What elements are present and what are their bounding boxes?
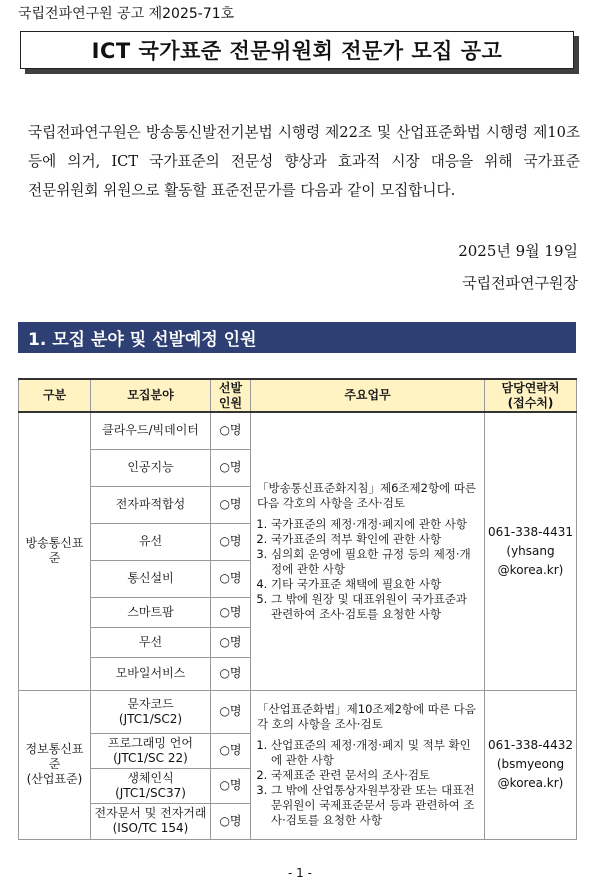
duty-item: 2. 국제표준 관련 문서의 조사·검토 — [271, 768, 478, 783]
intro-paragraph: 국립전파연구원은 방송통신발전기본법 시행령 제22조 및 산업표준화법 시행령 제10조 등에 의거, ICT 국가표준의 전문성 향상과 효과적 시장 대응을 위해 국가표준 전문위원회 위원으로 활동할 표준전문가를 다음과 같이 모집합니다. — [28, 124, 580, 199]
category-cell: 정보통신표준 (산업표준) — [19, 690, 91, 839]
table-row — [19, 412, 577, 449]
count-cell: ○명 — [211, 523, 251, 560]
notice-number: 국립전파연구원 공고 제2025-71호 — [18, 6, 235, 22]
duties-cell — [251, 412, 485, 690]
duties-list — [257, 517, 478, 622]
field-cell: 통신설비 — [91, 560, 211, 597]
contact-email-user: (yhsang — [506, 543, 555, 558]
contact-email-user: (bsmyeong — [496, 757, 565, 771]
duty-item: 2. 국가표준의 적부 확인에 관한 사항 — [271, 532, 478, 547]
field-cell: 클라우드/빅데이터 — [91, 412, 211, 449]
duty-item: 5. 그 밖에 원장 및 대표위원이 국가표준과 관련하여 조사·검토를 요청한 사항 — [271, 592, 478, 622]
header-field: 모집분야 — [91, 379, 211, 412]
contact-cell — [485, 690, 577, 839]
count-cell: ○명 — [211, 486, 251, 523]
duty-item: 4. 기타 국가표준 채택에 필요한 사항 — [271, 577, 478, 592]
contact-email-domain: @korea.kr) — [497, 562, 564, 577]
count-cell: ○명 — [211, 733, 251, 768]
category-cell: 방송통신표준 — [19, 412, 91, 690]
field-cell: 프로그래밍 언어 (JTC1/SC 22) — [91, 733, 211, 768]
contact-phone: 061-338-4431 — [487, 524, 573, 539]
field-cell: 인공지능 — [91, 449, 211, 486]
count-cell: ○명 — [211, 657, 251, 690]
duties-intro: 「산업표준화법」제10조제2항에 따른 다음 각 호의 사항을 조사·검토 — [257, 701, 476, 731]
count-cell: ○명 — [211, 690, 251, 733]
contact-cell — [485, 412, 577, 690]
count-cell: ○명 — [211, 768, 251, 803]
header-category: 구분 — [19, 379, 91, 412]
duty-item: 1. 산업표준의 제정·개정·폐지 및 적부 확인에 관한 사항 — [271, 738, 478, 768]
section-title: 1. 모집 분야 및 선발예정 인원 — [28, 330, 257, 350]
table-header-row — [19, 379, 577, 412]
count-cell: ○명 — [211, 803, 251, 839]
field-cell: 문자코드 (JTC1/SC2) — [91, 690, 211, 733]
duties-cell — [251, 690, 485, 839]
duties-list — [257, 738, 478, 828]
count-cell: ○명 — [211, 560, 251, 597]
header-count: 선발 인원 — [211, 379, 251, 412]
document-title: ICT 국가표준 전문위원회 전문가 모집 공고 — [20, 31, 574, 69]
field-cell: 전자문서 및 전자거래 (ISO/TC 154) — [91, 803, 211, 839]
header-duties: 주요업무 — [251, 379, 485, 412]
notice-signer: 국립전파연구원장 — [462, 274, 578, 292]
field-cell: 무선 — [91, 627, 211, 657]
duty-item: 1. 국가표준의 제정·개정·폐지에 관한 사항 — [271, 517, 478, 532]
recruitment-table — [18, 378, 577, 840]
header-contact: 담당연락처 (접수처) — [485, 379, 577, 412]
duty-item: 3. 심의회 운영에 필요한 규정 등의 제정·개정에 관한 사항 — [271, 547, 478, 577]
count-cell: ○명 — [211, 449, 251, 486]
table-row — [19, 690, 577, 733]
page-number: - 1 - — [288, 866, 312, 880]
duty-item: 3. 그 밖에 산업통상자원부장관 또는 대표전문위원이 국제표준문서 등과 관련하여 조사·검토를 요청한 사항 — [271, 783, 478, 828]
field-cell: 스마트팜 — [91, 597, 211, 627]
field-cell: 생체인식 (JTC1/SC37) — [91, 768, 211, 803]
notice-date: 2025년 9월 19일 — [458, 242, 578, 260]
count-cell: ○명 — [211, 627, 251, 657]
field-cell: 모바일서비스 — [91, 657, 211, 690]
contact-email-domain: @korea.kr) — [497, 776, 564, 790]
duties-intro: 「방송통신표준화지침」제6조제2항에 따른 다음 각호의 사항을 조사·검토 — [257, 480, 477, 510]
title-banner — [20, 31, 582, 77]
field-cell: 전자파적합성 — [91, 486, 211, 523]
contact-phone: 061-338-4432 — [487, 738, 573, 752]
count-cell: ○명 — [211, 597, 251, 627]
section-heading — [18, 322, 576, 353]
count-cell: ○명 — [211, 412, 251, 449]
field-cell: 유선 — [91, 523, 211, 560]
